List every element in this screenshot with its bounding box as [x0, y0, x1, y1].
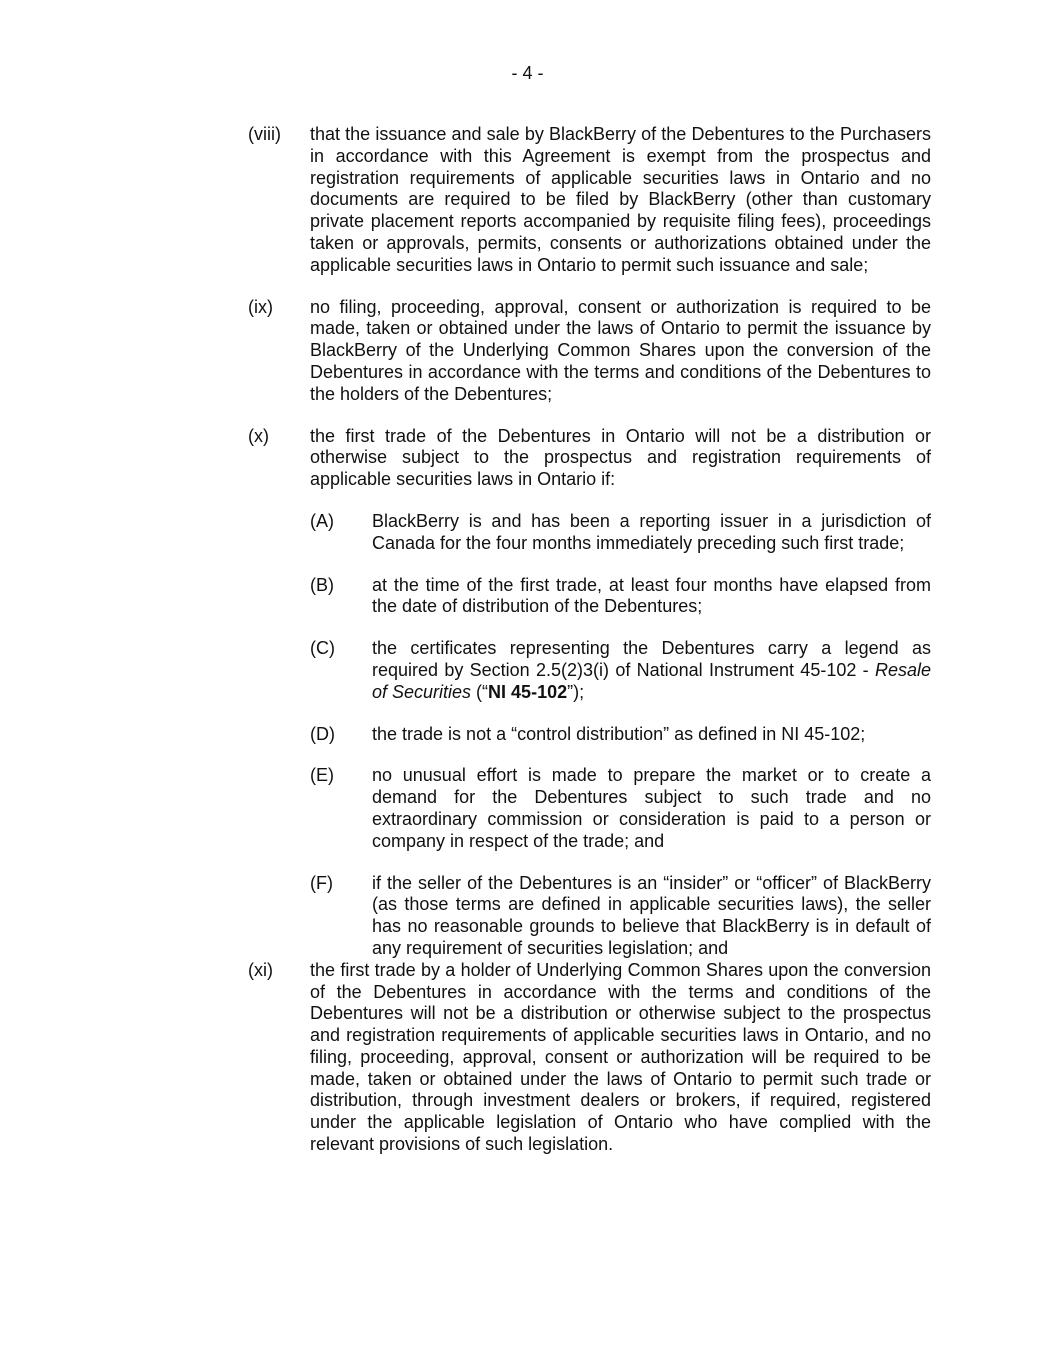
clause-ix — [248, 297, 931, 406]
clause-text: no filing, proceeding, approval, consent or authorization is required to be made, taken or obtained under the laws of Ontario to permit the issuance by BlackBerry of the Underlying Common Shares upon the conversion of the Debentures in accordance with the terms and conditions of the Debentures to the holders of the Debentures; — [310, 296, 931, 404]
subclause-number: (F) — [310, 872, 333, 893]
clause-number: (viii) — [248, 124, 281, 144]
subclause-number: (D) — [310, 723, 335, 744]
clause-number: (xi) — [248, 959, 273, 980]
clause-viii — [248, 124, 931, 277]
subclause-number: (A) — [310, 510, 334, 531]
subclause-text: BlackBerry is and has been a reporting issuer in a jurisdiction of Canada for the four months immediately preceding such first trade; — [372, 510, 931, 553]
subclause-c — [310, 638, 931, 703]
subclause-b — [310, 575, 931, 619]
subclause-e — [310, 765, 931, 852]
quote-close: ”); — [567, 681, 585, 702]
subclause-text: no unusual effort is made to prepare the market or to create a demand for the Debentures subject to such trade and no extraordinary commission or consideration is paid to a person or company in respect of the trade; and — [372, 765, 931, 851]
page-number: - 4 - — [511, 63, 544, 83]
clause-number: (x) — [248, 425, 269, 446]
clause-x — [248, 426, 931, 960]
quote-open: (“ — [471, 681, 489, 702]
clause-xi — [248, 960, 931, 1156]
subclause-number: (E) — [310, 765, 334, 786]
subclause-f — [310, 873, 931, 960]
instrument-title: Resale of Securities — [372, 659, 931, 702]
subclause-number: (B) — [310, 574, 334, 595]
subclause-a — [310, 511, 931, 555]
subclause-number: (C) — [310, 638, 335, 659]
subclause-text-plain: the certificates representing the Debentures carry a legend as required by Section 2.5(2)3(i) of National Instrument 45-102 - — [372, 638, 931, 680]
subclause-text: if the seller of the Debentures is an “insider” or “officer” of BlackBerry (as those terms are defined in applicable securities laws), the seller has no reasonable grounds to believe that BlackBerry is in default of any requirement of securities legislation; and — [372, 872, 931, 958]
subclause-text: the trade is not a “control distribution” as defined in NI 45-102; — [372, 723, 866, 744]
clause-text: that the issuance and sale by BlackBerry of the Debentures to the Purchasers in accordance with this Agreement is exempt from the prospectus and registration requirements of applicable securities laws in Ontario and no documents are required to be filed by BlackBerry (other than customary private placement reports accompanied by requisite filing fees), proceedings taken or approvals, permits, consents or authorizations obtained under the applicable securities laws in Ontario to permit such issuance and sale; — [310, 124, 931, 275]
clause-text: the first trade of the Debentures in Ontario will not be a distribution or otherwise subject to the prospectus and registration requirements of applicable securities laws in Ontario if: — [310, 425, 931, 490]
defined-term: NI 45-102 — [488, 681, 568, 702]
clause-number: (ix) — [248, 296, 273, 317]
subclause-list — [310, 511, 931, 960]
subclause-text: at the time of the first trade, at least four months have elapsed from the date of distribution of the Debentures; — [372, 574, 931, 617]
subclause-text — [372, 638, 931, 703]
document-body — [248, 124, 931, 1176]
subclause-d — [310, 724, 931, 746]
clause-text: the first trade by a holder of Underlying Common Shares upon the conversion of the Debentures in accordance with the terms and conditions of the Debentures will not be a distribution or otherwise subject to the prospectus and registration requirements of applicable securities laws in Ontario, and no filing, proceeding, approval, consent or authorization will be required to be made, taken or obtained under the laws of Ontario to permit such trade or distribution, through investment dealers or brokers, if required, registered under the applicable legislation of Ontario who have complied with the relevant provisions of such legislation. — [310, 959, 931, 1155]
